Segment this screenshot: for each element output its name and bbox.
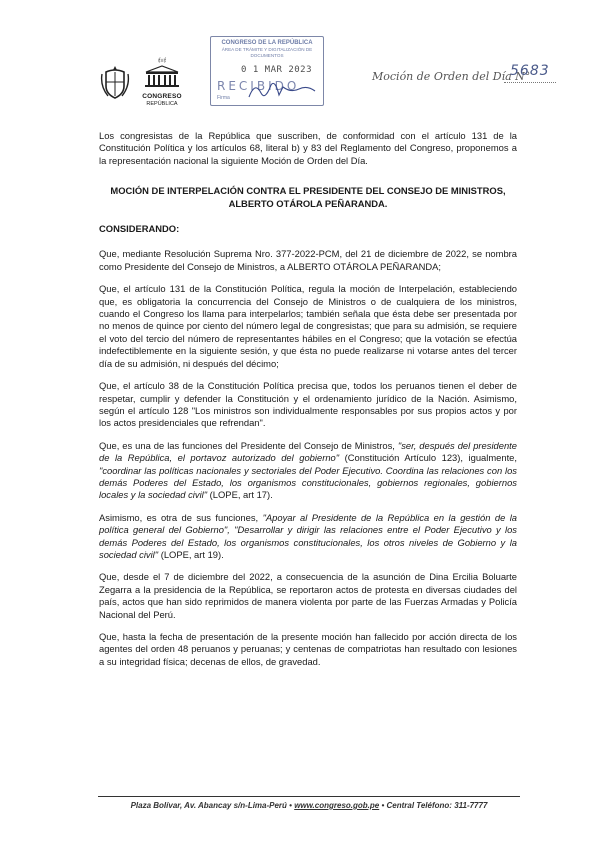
paragraph-4: [99, 440, 517, 502]
peru-coat-of-arms-logo: [100, 62, 130, 102]
paragraph-2: Que, el artículo 131 de la Constitución Política, regula la moción de Interpelación, estableciendo que, es obligatoria la concurrencia del Consejo de Ministros o de cualquiera de los ministros, cuando el Congreso los llama para interpelarlos; también señala que ésta debe ser presentada por no menos de quince por ciento del número legal de congresistas; que para su admisión, se requiere el voto del tercio del número de representantes hábiles en el Congreso; que la votación se efectúa indefectiblemente en la siguiente sesión, y que ésta no puede realizarse ni votarse antes del tercer día de su admisión, ni después del décimo;: [99, 283, 517, 369]
logo-congreso-name: CONGRESO: [142, 93, 182, 100]
motion-number-label: Moción de Orden del Día N°: [372, 70, 531, 83]
p4-text-a: Que, es una de las funciones del Presidente del Consejo de Ministros,: [99, 439, 398, 451]
p4-text-e: (LOPE, art 17).: [207, 489, 273, 501]
stamp-received: RECIBIDO: [217, 79, 300, 93]
reception-stamp: [210, 36, 324, 106]
considerando-heading: CONSIDERANDO:: [99, 223, 180, 235]
p5-quote: "Apoyar al Presidente de la República en la gestión de la política general del Gobierno", "Desarrollar y dirigir las relaciones entre el Poder Ejecutivo y los demás Poderes del Estado, los organismos constitucionales, los otros niveles de Gobierno y la sociedad civil": [99, 511, 518, 560]
motion-title: MOCIÓN DE INTERPELACIÓN CONTRA EL PRESIDENTE DEL CONSEJO DE MINISTROS, ALBERTO OTÁROLA PEÑARANDA.: [110, 185, 506, 209]
stamp-department: ÁREA DE TRÁMITE Y DIGITALIZACIÓN DE DOCUMENTOS: [221, 47, 313, 58]
p4-quote-2: "coordinar las políticas nacionales y sectoriales del Poder Ejecutivo. Coordina las relaciones con los demás Poderes del Estado, los organismos constitucionales, gobiernos regionales, gobiernos locales y la sociedad civil": [99, 464, 517, 501]
motion-number: 5683: [510, 63, 550, 79]
paragraph-6: Que, desde el 7 de diciembre del 2022, a consecuencia de la asunción de Dina Ercilia Boluarte Zegarra a la presidencia de la República, se reportaron actos de protesta en diversas ciudades del país, actos que han sido reprimidos de manera violenta por parte de las Fuerzas Armadas y Policía Nacional del Perú.: [99, 571, 517, 620]
intro-paragraph: Los congresistas de la República que suscriben, de conformidad con el artículo 131 de la Constitución Política y los artículos 68, literal b) y 83 del Reglamento del Congreso, proponemos a la representación nacional la siguiente Moción de Orden del Día.: [99, 130, 517, 166]
footer-website-link[interactable]: www.congreso.gob.pe: [294, 801, 380, 810]
congress-building-icon: [142, 64, 182, 88]
paragraph-1: Que, mediante Resolución Suprema Nro. 377-2022-PCM, del 21 de diciembre de 2022, se nombra como Presidente del Consejo de Ministros, a ALBERTO OTÁROLA PEÑARANDA;: [99, 248, 517, 272]
p4-quote-1: "ser, después del presidente de la República, el portavoz autorizado del gobierno": [99, 439, 517, 464]
document-body: [99, 130, 517, 678]
stamp-date: 0 1 MAR 2023: [241, 65, 313, 75]
p5-text-a: Asimismo, es otra de sus funciones,: [99, 511, 263, 523]
paragraph-3: Que, el artículo 38 de la Constitución Política precisa que, todos los peruanos tienen el deber de respetar, cumplir y defender la Constitución y el ordenamiento jurídico de la Nación. Asimismo, según el artículo 128 "Los ministros son individualmente responsables por sus propios actos y por los actos presidenciales que refrendan".: [99, 380, 517, 429]
p5-text-c: (LOPE, art 19).: [158, 548, 224, 560]
footer-separator: •: [379, 801, 387, 810]
motion-number-underline: [504, 82, 556, 83]
logo-congreso-sub: REPÚBLICA: [146, 101, 178, 107]
footer-separator: •: [286, 801, 295, 810]
footer-address: Plaza Bolívar, Av. Abancay s/n-Lima-Perú: [130, 801, 287, 810]
paragraph-7: Que, hasta la fecha de presentación de la presente moción han fallecido por acción directa de los agentes del orden 48 peruanos y peruanas; y centenas de compatriotas han resultado con lesiones a su integridad física; decenas de ellos, de gravedad.: [99, 631, 517, 667]
p4-text-c: (Constitución Artículo 123), igualmente,: [339, 452, 517, 464]
stamp-institution: CONGRESO DE LA REPÚBLICA: [221, 40, 313, 46]
paragraph-5: [99, 512, 517, 562]
footer-divider: [98, 796, 520, 797]
congreso-logo: [136, 58, 188, 114]
page-footer: [98, 801, 520, 810]
logo-top-mark: ई॥ई: [158, 58, 166, 64]
stamp-firma-label: Firma: [217, 95, 230, 101]
footer-phone: Central Teléfono: 311-7777: [386, 801, 488, 810]
handwritten-signature: [221, 75, 321, 105]
